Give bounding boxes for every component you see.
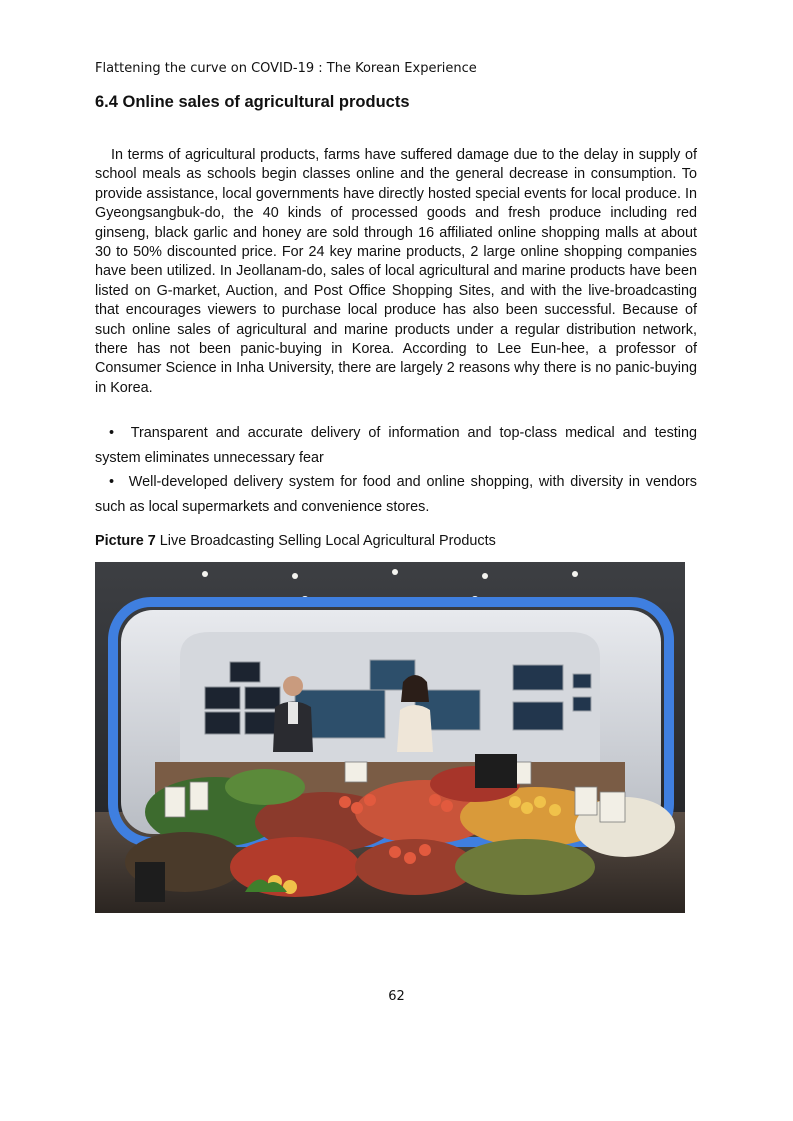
live-broadcast-photo: [95, 562, 685, 913]
bullet-item: [95, 470, 697, 519]
bullet-list: [95, 421, 697, 519]
bullet-text: Transparent and accurate delivery of information and top-class medical and testing system eliminates unnecessary fear: [95, 425, 697, 466]
page-number: 62: [388, 989, 405, 1004]
bullet-marker: •: [109, 474, 115, 490]
bullet-item: [95, 421, 697, 470]
bullet-marker: •: [109, 425, 115, 441]
figure-label: Picture 7: [95, 533, 156, 549]
bullet-text: Well-developed delivery system for food and online shopping, with diversity in vendors such as local supermarkets and convenience stores.: [95, 474, 698, 515]
body-paragraph: In terms of agricultural products, farms have suffered damage due to the delay in supply of school meals as schools begin classes online and the general decrease in consumption. To provide assistance, local governments have directly hosted special events for local produce. In Gyeongsangbuk-do, the 40 kinds of processed goods and fresh produce including red ginseng, black garlic and honey are sold through 16 affiliated online shopping malls at about 30 to 50% discounted price. For 24 key marine products, 2 large online shopping companies have been utilized. In Jeollanam-do, sales of local agricultural and marine products have been listed on G-market, Auction, and Post Office Shopping Sites, and with the live-broadcasting that encourages viewers to purchase local produce has also been successful. Because of such online sales of agricultural and marine products under a regular distribution network, there has not been panic-buying in Korea. According to Lee Eun-hee, a professor of Consumer Science in Inha University, there are largely 2 reasons why there is no panic-buying in Korea.: [95, 147, 697, 396]
figure-caption-text: Live Broadcasting Selling Local Agricultural Products: [159, 533, 496, 549]
section-title: 6.4 Online sales of agricultural products: [95, 93, 410, 111]
running-header: Flattening the curve on COVID-19 : The Korean Experience: [95, 61, 477, 76]
figure-caption: [95, 533, 496, 549]
